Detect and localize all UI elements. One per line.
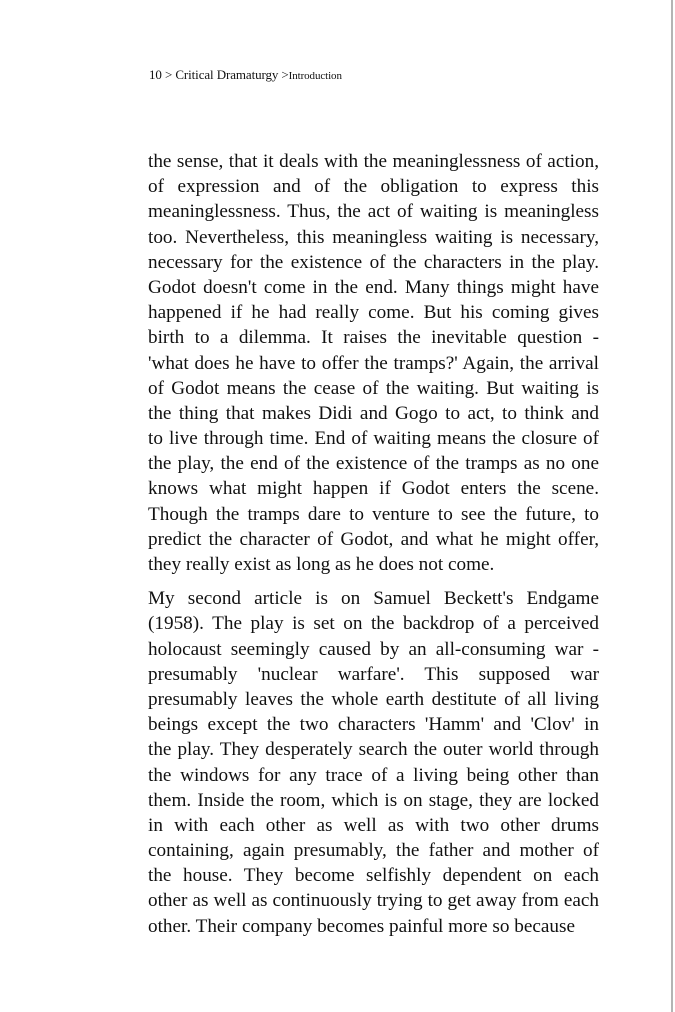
running-head bbox=[149, 67, 342, 83]
text-line: in with each other as well as with two other drums bbox=[148, 814, 599, 836]
breadcrumb-separator: > bbox=[161, 67, 176, 82]
text-line: beings except the two characters 'Hamm' and 'Clov' in bbox=[148, 714, 599, 736]
text-line: too. Nevertheless, this meaningless waiting is necessary, bbox=[148, 226, 599, 248]
text-line: they really exist as long as he does not come. bbox=[148, 554, 495, 575]
text-line: Though the tramps dare to venture to see the future, to bbox=[148, 503, 599, 525]
text-line: predict the character of Godot, and what he might offer, bbox=[148, 528, 599, 550]
text-line: happened if he had really come. But his coming gives bbox=[148, 302, 599, 324]
text-line: birth to a dilemma. It raises the inevitable question - bbox=[148, 327, 599, 349]
text-line: of Godot means the cease of the waiting. But waiting is bbox=[148, 377, 599, 399]
text-line: necessary for the existence of the characters in the play. bbox=[148, 251, 599, 273]
text-line: presumably leaves the whole earth destitute of all living bbox=[148, 688, 599, 710]
text-line: meaninglessness. Thus, the act of waiting is meaningless bbox=[148, 201, 599, 223]
text-line: the windows for any trace of a living being other than bbox=[148, 764, 599, 786]
text-line: the sense, that it deals with the meaninglessness of action, bbox=[148, 151, 599, 172]
text-line: of expression and of the obligation to express this bbox=[148, 176, 599, 198]
text-line: the play. They desperately search the outer world through bbox=[148, 739, 599, 761]
text-line: 'what does he have to offer the tramps?' Again, the arrival bbox=[148, 352, 599, 374]
text-line: presumably 'nuclear warfare'. This supposed war bbox=[148, 663, 599, 685]
text-line: to live through time. End of waiting means the closure of bbox=[148, 428, 599, 450]
text-line: containing, again presumably, the father and mother of bbox=[148, 840, 599, 862]
text-line: knows what might happen if Godot enters the scene. bbox=[148, 478, 599, 500]
text-line: Godot doesn't come in the end. Many things might have bbox=[148, 276, 599, 298]
text-line: My second article is on Samuel Beckett's Endgame bbox=[148, 588, 599, 610]
text-line: other as well as continuously trying to get away from each bbox=[148, 890, 599, 912]
page-number: 10 bbox=[149, 67, 162, 82]
paragraph bbox=[148, 149, 599, 577]
section-title: Introduction bbox=[288, 70, 342, 82]
breadcrumb-separator: > bbox=[278, 67, 289, 82]
text-line: the play, the end of the existence of the tramps as no one bbox=[148, 453, 599, 475]
text-line: holocaust seemingly caused by an all-consuming war - bbox=[148, 638, 599, 660]
text-line: other. Their company becomes painful more so because bbox=[148, 915, 575, 937]
page-edge-divider bbox=[671, 0, 673, 1012]
body-text bbox=[148, 149, 599, 939]
text-line: (1958). The play is set on the backdrop of a perceived bbox=[148, 613, 599, 635]
paragraph bbox=[148, 586, 599, 939]
text-line: the thing that makes Didi and Gogo to act, to think and bbox=[148, 402, 599, 424]
book-title: Critical Dramaturgy bbox=[175, 67, 279, 82]
text-line: the house. They become selfishly dependent on each bbox=[148, 865, 599, 887]
text-line: them. Inside the room, which is on stage, they are locked bbox=[148, 789, 599, 811]
